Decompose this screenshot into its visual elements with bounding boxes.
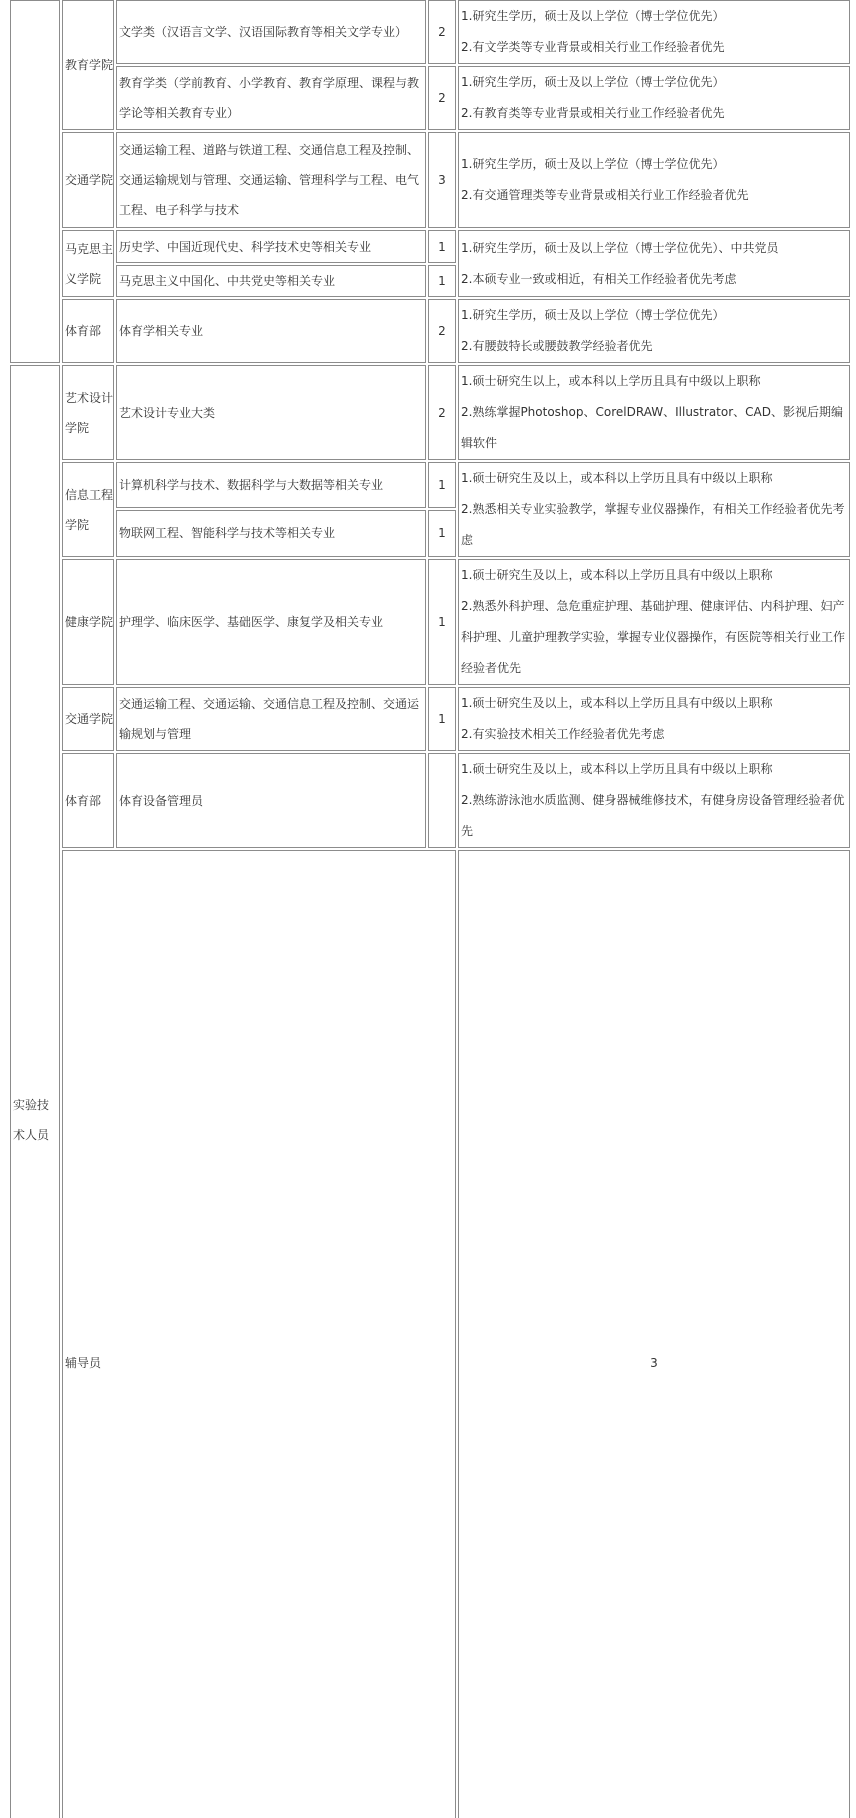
requirement-cell xyxy=(458,299,850,363)
requirement-line: 2.有交通管理类等专业背景或相关行业工作经验者优先 xyxy=(461,188,749,202)
major-cell: 艺术设计专业大类 xyxy=(116,365,426,460)
requirement-line: 1.研究生学历，硕士及以上学位（博士学位优先）、中共党员 xyxy=(461,240,779,255)
requirement-line: 2.本硕专业一致或相近，有相关工作经验者优先考虑 xyxy=(461,271,737,286)
requirement-line: 1.硕士研究生以上，或本科以上学历且具有中级以上职称 xyxy=(461,374,761,388)
major-cell: 历史学、中国近现代史、科学技术史等相关专业 xyxy=(116,230,426,263)
major-cell: 文学类（汉语言文学、汉语国际教育等相关文学专业） xyxy=(116,0,426,64)
requirement-line: 1.硕士研究生及以上，或本科以上学历且具有中级以上职称 xyxy=(461,471,773,485)
count-cell: 2 xyxy=(428,299,456,363)
requirement-line: 2.有腰鼓特长或腰鼓教学经验者优先 xyxy=(461,339,653,353)
table-row xyxy=(10,299,852,363)
count-cell: 1 xyxy=(428,230,456,263)
major-cell: 马克思主义中国化、中共党史等相关专业 xyxy=(116,265,426,297)
requirement-line: 1.研究生学历，硕士及以上学位（博士学位优先） xyxy=(461,9,725,23)
requirement-line: 2.有实验技术相关工作经验者优先考虑 xyxy=(461,727,665,741)
section-cell-experimental: 实验技术人员 xyxy=(10,365,60,1818)
requirement-cell xyxy=(458,559,850,685)
requirement-line: 1.硕士研究生及以上，或本科以上学历且具有中级以上职称 xyxy=(461,568,773,582)
college-cell: 健康学院 xyxy=(62,559,114,685)
table-row xyxy=(10,850,852,1818)
college-cell: 马克思主义学院 xyxy=(62,230,114,297)
requirement-cell xyxy=(458,66,850,130)
requirement-line: 2.熟练游泳池水质监测、健身器械维修技术，有健身房设备管理经验者优先 xyxy=(461,793,845,838)
major-cell: 计算机科学与技术、数据科学与大数据等相关专业 xyxy=(116,462,426,508)
count-cell: 1 xyxy=(428,265,456,297)
college-cell: 体育部 xyxy=(62,753,114,848)
college-cell: 信息工程学院 xyxy=(62,462,114,557)
table-row xyxy=(10,753,852,848)
requirement-line: 1.硕士研究生及以上，或本科以上学历且具有中级以上职称 xyxy=(461,762,773,776)
major-cell: 教育学类（学前教育、小学教育、教育学原理、课程与教学论等相关教育专业） xyxy=(116,66,426,130)
requirement-line: 2.有教育类等专业背景或相关行业工作经验者优先 xyxy=(461,106,725,120)
section-cell-counselor: 辅导员 xyxy=(62,850,456,1818)
college-cell: 交通学院 xyxy=(62,687,114,751)
requirement-cell xyxy=(458,365,850,460)
requirement-line: 1.研究生学历，硕士及以上学位（博士学位优先） xyxy=(461,157,725,171)
table-row xyxy=(10,365,852,460)
table-row xyxy=(10,132,852,228)
college-cell: 艺术设计学院 xyxy=(62,365,114,460)
requirement-cell xyxy=(458,687,850,751)
count-cell: 2 xyxy=(428,0,456,64)
major-cell: 体育设备管理员 xyxy=(116,753,426,848)
count-cell: 3 xyxy=(428,132,456,228)
college-cell: 教育学院 xyxy=(62,0,114,130)
requirement-line: 1.研究生学历，硕士及以上学位（博士学位优先） xyxy=(461,308,725,322)
section-cell-teachers xyxy=(10,0,60,363)
count-cell: 1 xyxy=(428,559,456,685)
requirement-line: 1.硕士研究生及以上，或本科以上学历且具有中级以上职称 xyxy=(461,696,773,710)
requirement-cell xyxy=(458,132,850,228)
table-row xyxy=(10,230,852,263)
table-row xyxy=(10,687,852,751)
count-cell: 2 xyxy=(428,365,456,460)
table-row xyxy=(10,462,852,508)
recruitment-table xyxy=(8,0,854,1818)
college-cell: 体育部 xyxy=(62,299,114,363)
major-cell: 体育学相关专业 xyxy=(116,299,426,363)
requirement-line: 1.研究生学历，硕士及以上学位（博士学位优先） xyxy=(461,75,725,89)
requirement-line: 2.有文学类等专业背景或相关行业工作经验者优先 xyxy=(461,40,725,54)
requirement-line: 2.熟悉相关专业实验教学，掌握专业仪器操作，有相关工作经验者优先考虑 xyxy=(461,502,845,547)
major-cell: 交通运输工程、道路与铁道工程、交通信息工程及控制、交通运输规划与管理、交通运输、管理科学与工程、电气工程、电子科学与技术 xyxy=(116,132,426,228)
requirement-cell xyxy=(458,462,850,557)
table-row xyxy=(10,559,852,685)
requirement-line: 2.熟练掌握Photoshop、CorelDRAW、Illustrator、CAD、影视后期编辑软件 xyxy=(461,405,843,450)
requirement-line: 2.熟悉外科护理、急危重症护理、基础护理、健康评估、内科护理、妇产科护理、儿童护理教学实验，掌握专业仪器操作，有医院等相关行业工作经验者优先 xyxy=(461,599,846,675)
requirement-cell xyxy=(458,753,850,848)
college-cell: 交通学院 xyxy=(62,132,114,228)
table-row xyxy=(10,66,852,130)
count-cell: 3 xyxy=(458,850,850,1818)
count-cell: 1 xyxy=(428,687,456,751)
major-cell: 物联网工程、智能科学与技术等相关专业 xyxy=(116,510,426,557)
requirement-cell xyxy=(458,0,850,64)
count-cell: 2 xyxy=(428,66,456,130)
major-cell: 交通运输工程、交通运输、交通信息工程及控制、交通运输规划与管理 xyxy=(116,687,426,751)
major-cell: 护理学、临床医学、基础医学、康复学及相关专业 xyxy=(116,559,426,685)
count-cell: 1 xyxy=(428,510,456,557)
recruitment-table-wrapper xyxy=(8,0,846,1818)
count-cell: 1 xyxy=(428,462,456,508)
requirement-cell xyxy=(458,230,850,297)
count-cell xyxy=(428,753,456,848)
table-row xyxy=(10,0,852,64)
